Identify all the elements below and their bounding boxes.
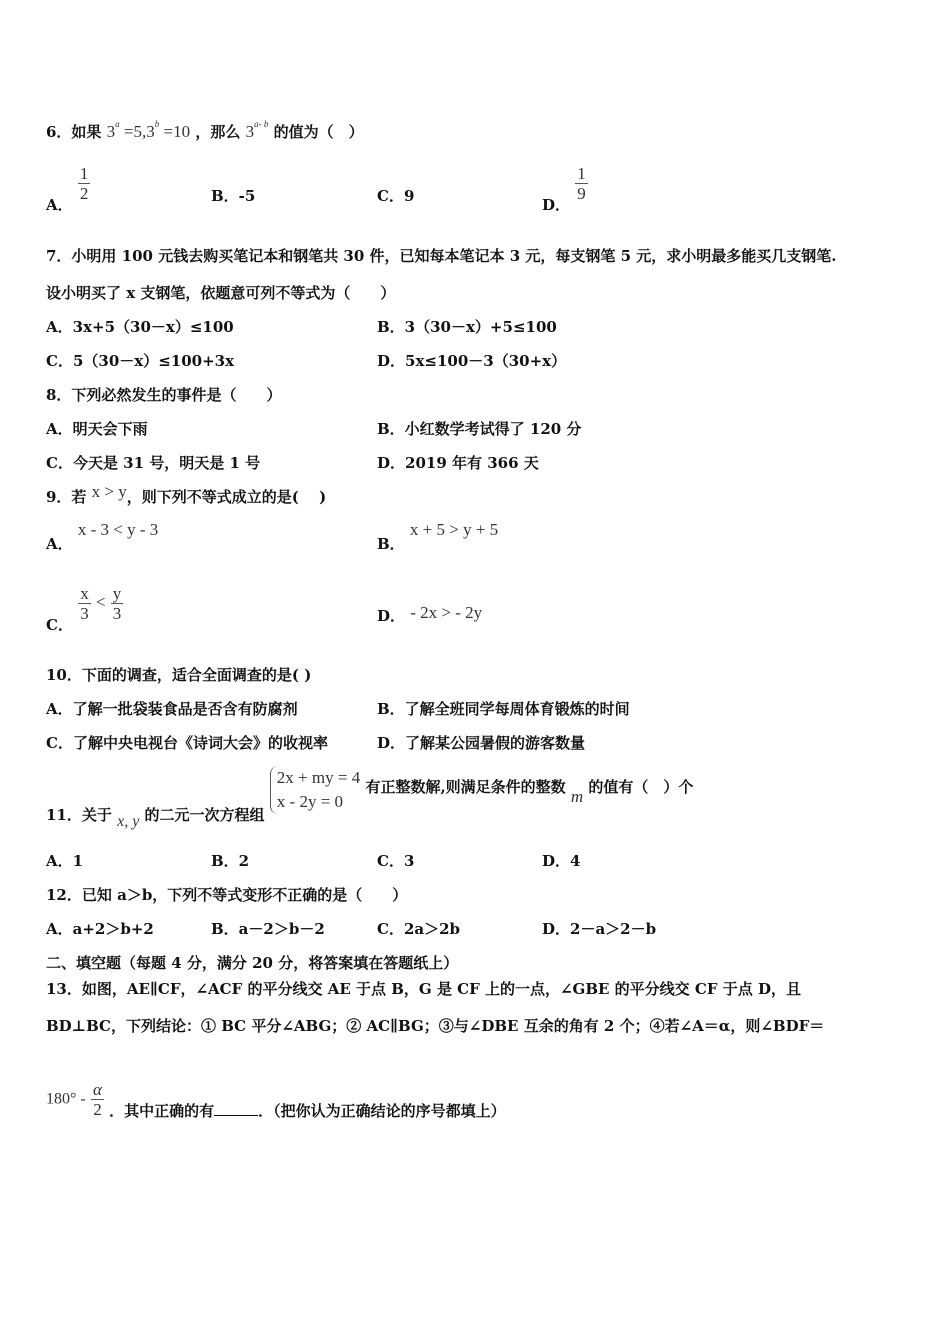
q13-line3: 180° - $\frac{\alpha}{2}$ ．其中正确的有 ．（把你认为正确结论的序号都填上） (46, 1080, 506, 1120)
q12-option-d[interactable]: D．2－a＞2－b (542, 920, 657, 938)
q11-option-d[interactable]: D．4 (542, 852, 581, 870)
fraction-one-ninth: $\frac{1}{9}$ (577, 164, 586, 203)
q12-stem: 12．已知 a＞b，下列不等式变形不正确的是（ ） (46, 886, 408, 904)
answer-blank[interactable] (214, 1101, 258, 1116)
q12-option-b[interactable]: B．a－2＞b－2 (211, 920, 325, 938)
q9-stem: 9．若 x > y，则下列不等式成立的是( ) (46, 482, 327, 506)
fraction-one-half: $\frac{1}{2}$ (79, 164, 89, 203)
section-heading: 二、填空题（每题 4 分，满分 20 分，将答案填在答题纸上） (46, 954, 459, 972)
q10-stem: 10．下面的调查，适合全面调查的是( ) (46, 666, 312, 684)
q6-option-a[interactable]: A． $\frac{1}{2}$ (46, 164, 89, 214)
q7-option-d[interactable]: D．5x≤100－3（30+x） (377, 352, 567, 370)
q6-option-d[interactable]: D． $\frac{1}{9}$ (542, 164, 586, 214)
q6-condition: 3$^a$ =5,3$^b$ =10 (106, 119, 191, 141)
q10-option-a[interactable]: A．了解一批袋装食品是否含有防腐剂 (46, 700, 298, 718)
q9-option-a[interactable]: A． x - 3 < y - 3 (46, 520, 159, 553)
q6-option-b[interactable]: B．-5 (211, 187, 256, 205)
q10-option-d[interactable]: D．了解某公园暑假的游客数量 (377, 734, 586, 752)
q11-stem: 11．关于 x, y 的二元一次方程组 2x + my = 4 x - 2y = 0 有正整数解,则满足条件的整数 m 的值有（ ）个 (46, 768, 694, 830)
q7-stem-line2: 设小明买了 x 支钢笔，依题意可列不等式为（ ） (46, 284, 396, 302)
q9-option-c[interactable]: C． $\frac{x}{3}$ < $\frac{y}{3}$ (46, 584, 122, 634)
q13-line1: 13．如图，AE∥CF，∠ACF 的平分线交 AE 于点 B，G 是 CF 上的一点，∠GBE 的平分线交 CF 于点 D，且 (46, 980, 801, 998)
q9-option-d[interactable]: D． - 2x > - 2y (377, 603, 483, 625)
q12-option-a[interactable]: A．a+2＞b+2 (46, 920, 154, 938)
q12-option-c[interactable]: C．2a＞2b (377, 920, 461, 938)
q9-option-b[interactable]: B． x + 5 > y + 5 (377, 520, 499, 553)
q8-option-b[interactable]: B．小红数学考试得了 120 分 (377, 420, 582, 438)
q7-option-c[interactable]: C．5（30－x）≤100+3x (46, 352, 235, 370)
q8-stem: 8．下列必然发生的事件是（ ） (46, 386, 282, 404)
q10-option-b[interactable]: B．了解全班同学每周体育锻炼的时间 (377, 700, 630, 718)
q8-option-a[interactable]: A．明天会下雨 (46, 420, 148, 438)
q11-option-c[interactable]: C．3 (377, 852, 415, 870)
q6-option-c[interactable]: C．9 (377, 187, 415, 205)
q8-option-d[interactable]: D．2019 年有 366 天 (377, 454, 539, 472)
q11-option-a[interactable]: A．1 (46, 852, 84, 870)
q10-option-c[interactable]: C．了解中央电视台《诗词大会》的收视率 (46, 734, 328, 752)
q6-stem: 6．如果 3$^a$ =5,3$^b$ =10 ，那么 3$^{a- b}$ 的值为（ ） (46, 119, 364, 141)
equation-system: 2x + my = 4 x - 2y = 0 (270, 766, 360, 814)
q8-option-c[interactable]: C．今天是 31 号，明天是 1 号 (46, 454, 261, 472)
fraction-alpha-over-2: $\frac{\alpha}{2}$ (92, 1080, 102, 1119)
q11-option-b[interactable]: B．2 (211, 852, 250, 870)
q7-option-a[interactable]: A．3x+5（30－x）≤100 (46, 318, 234, 336)
q13-line2: BD⊥BC，下列结论：① BC 平分∠ABG；② AC∥BG；③与∠DBE 互余的角有 2 个；④若∠A＝α，则∠BDF＝ (46, 1017, 825, 1035)
q7-stem-line1: 7．小明用 100 元钱去购买笔记本和钢笔共 30 件，已知每本笔记本 3 元，每支钢笔 5 元，求小明最多能买几支钢笔. (46, 247, 837, 265)
q7-option-b[interactable]: B．3（30－x）+5≤100 (377, 318, 557, 336)
